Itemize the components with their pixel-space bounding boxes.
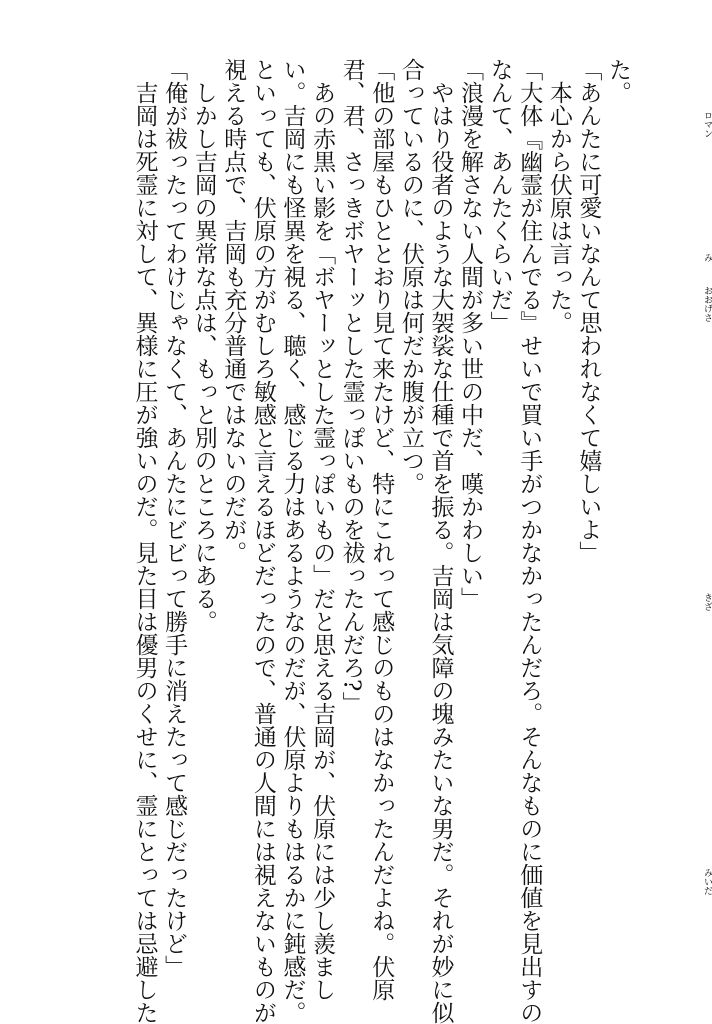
ruby-oogesa: おおげさ [702,286,712,322]
text-line: あの赤黒い影を「ボヤーッとした霊っぽいもの」だと思える吉岡が、伏原には少し羨まし [309,81,336,1001]
text-line: 合っているのに、伏原は何だか腹が立つ。 [397,58,424,495]
text-line: た。 [605,58,631,104]
text-line: なんて、あんたくらいだ」 [486,58,513,334]
text-line: やはり役者のような大袈裟な仕種で首を振る。吉岡は気障の塊みたいな男だ。それが妙に似 [427,81,454,1024]
text-line: 君、君、さっきボヤーッとした霊っぽいものを祓ったんだろ?」 [338,58,365,715]
ruby-roman: ロマン [702,111,712,138]
text-line: 吉岡は死霊に対して、異様に圧が強いのだ。見た目は優男のくせに、霊にとっては忌避した [131,81,158,1024]
text-line: 視える時点で、吉岡も充分普通ではないのだが。 [220,58,247,564]
text-line: といっても、伏原の方がむしろ敏感と言えるほどだったので、普通の人間には視えないものが [249,58,276,1024]
text-line: しかし吉岡の異常な点は、もっと別のところにある。 [190,81,217,633]
vertical-text-body [129,58,632,1024]
text-line: 本心から伏原は言った。 [545,81,572,334]
ruby-mi: み [702,253,712,262]
text-line: 「俺が祓ったってわけじゃなくて、あんたにビビって勝手に消えたって感じだったけど」 [161,58,188,978]
ruby-kiza: きざ [702,593,712,611]
text-line: 「大体『幽霊が住んでる』せいで買い手がつかなかったんだろ。そんなものに価値を見出すの [516,58,543,1024]
text-line: 「浪漫を解さない人間が多い世の中だ、嘆かわしい」 [457,58,484,610]
text-line: 「あんたに可愛いなんて思われなくて嬉しいよ」 [575,58,602,564]
ruby-mida: みいだ [702,868,712,895]
text-line: い。吉岡にも怪異を視る、聴く、感じる力はあるようなのだが、伏原よりもはるかに鈍感だ。 [279,58,306,1024]
text-line: 「他の部屋もひととおり見て来たけど、特にこれって感じのものはなかったんだよね。伏原 [368,58,395,1001]
